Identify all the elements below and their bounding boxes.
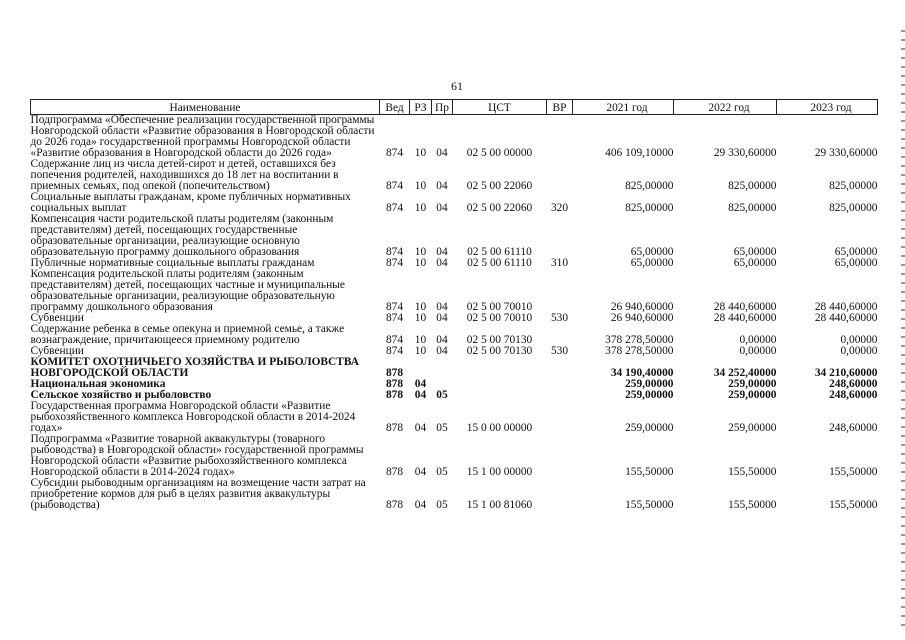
row-cst: 02 5 00 61110 bbox=[467, 246, 532, 258]
row-amount-2021: 65,00000 bbox=[630, 246, 674, 258]
row-amount-2021: 825,00000 bbox=[625, 202, 674, 214]
row-name: Социальные выплаты гражданам, кроме публичных нормативных социальных выплат bbox=[30, 191, 351, 214]
row-ved: 874 bbox=[385, 345, 404, 357]
row-amount-2022: 259,00000 bbox=[728, 422, 777, 434]
row-amount-2021: 825,00000 bbox=[625, 180, 674, 192]
row-rz: 04 bbox=[414, 499, 427, 511]
row-amount-2021: 26 940,60000 bbox=[610, 301, 674, 313]
row-rz: 10 bbox=[414, 301, 427, 313]
row-vr: 530 bbox=[550, 312, 569, 324]
row-amount-2023: 65,00000 bbox=[834, 257, 878, 269]
row-amount-2022: 65,00000 bbox=[733, 257, 777, 269]
row-pr: 05 bbox=[436, 389, 448, 401]
row-ved: 878 bbox=[385, 499, 404, 511]
table-row bbox=[31, 401, 878, 434]
row-pr: 04 bbox=[436, 257, 448, 269]
row-amount-2021: 26 940,60000 bbox=[610, 312, 674, 324]
row-amount-2021: 65,00000 bbox=[630, 257, 674, 269]
row-amount-2021: 259,00000 bbox=[625, 389, 674, 401]
row-vr bbox=[547, 357, 573, 379]
table-header-row bbox=[31, 100, 878, 115]
header-rz: РЗ bbox=[410, 100, 432, 115]
row-amount-2023: 155,50000 bbox=[829, 499, 878, 511]
row-name: Содержание лиц из числа детей-сирот и детей, оставшихся без попечения родителей, находившихся до 18 лет на воспитании в приемных семьях, под опекой (попечительством) bbox=[30, 158, 339, 192]
table-row bbox=[31, 159, 878, 192]
row-vr bbox=[547, 434, 573, 478]
row-amount-2022: 0,00000 bbox=[739, 345, 777, 357]
row-vr bbox=[547, 115, 573, 160]
row-pr: 04 bbox=[436, 301, 448, 313]
row-rz: 10 bbox=[414, 180, 427, 192]
row-ved: 874 bbox=[385, 312, 404, 324]
header-2021: 2021 год bbox=[573, 100, 674, 115]
row-vr bbox=[547, 379, 573, 390]
row-ved: 878 bbox=[385, 466, 404, 478]
row-ved: 874 bbox=[385, 246, 404, 258]
row-rz: 10 bbox=[414, 246, 427, 258]
row-amount-2021: 259,00000 bbox=[625, 378, 674, 390]
header-pr: Пр bbox=[432, 100, 453, 115]
row-amount-2023: 825,00000 bbox=[829, 180, 878, 192]
table-row bbox=[31, 192, 878, 214]
row-amount-2023: 825,00000 bbox=[829, 202, 878, 214]
row-amount-2023: 0,00000 bbox=[840, 345, 878, 357]
row-ved: 874 bbox=[385, 180, 404, 192]
row-amount-2022: 825,00000 bbox=[728, 180, 777, 192]
row-name: Компенсация родительской платы родителям (законным представителям) детей, посещающих частные и муниципальные образовательные организации, реализующие образовательную программу дошкольного образования bbox=[30, 268, 345, 313]
row-amount-2022: 259,00000 bbox=[728, 378, 777, 390]
row-pr: 04 bbox=[436, 202, 448, 214]
row-pr: 05 bbox=[436, 466, 448, 478]
row-amount-2023: 0,00000 bbox=[840, 334, 878, 346]
row-amount-2023: 155,50000 bbox=[829, 466, 878, 478]
row-vr: 320 bbox=[550, 202, 569, 214]
row-rz: 04 bbox=[414, 422, 427, 434]
row-name: Субвенции bbox=[30, 345, 84, 357]
row-name: Содержание ребенка в семье опекуна и приемной семье, а также вознаграждение, причитающееся приемному родителю bbox=[30, 323, 345, 346]
table-row bbox=[31, 269, 878, 313]
row-name: Национальная экономика bbox=[30, 378, 166, 390]
row-pr: 04 bbox=[436, 312, 448, 324]
row-cst: 02 5 00 70010 bbox=[466, 312, 533, 324]
row-name: КОМИТЕТ ОХОТНИЧЬЕГО ХОЗЯЙСТВА И РЫБОЛОВСТВА НОВГОРОДСКОЙ ОБЛАСТИ bbox=[30, 356, 359, 379]
row-amount-2021: 378 278,50000 bbox=[605, 334, 674, 346]
row-pr bbox=[432, 357, 453, 379]
table-row bbox=[31, 434, 878, 478]
row-amount-2022: 259,00000 bbox=[728, 389, 777, 401]
row-pr: 04 bbox=[436, 334, 448, 346]
row-cst: 02 5 00 70010 bbox=[466, 301, 533, 313]
table-row bbox=[31, 357, 878, 379]
header-cst: ЦСТ bbox=[453, 100, 547, 115]
row-name: Сельское хозяйство и рыболовство bbox=[30, 389, 212, 401]
table-row bbox=[31, 324, 878, 346]
row-ved: 874 bbox=[385, 147, 404, 159]
row-rz: 10 bbox=[414, 345, 427, 357]
row-ved: 878 bbox=[385, 389, 404, 401]
row-rz: 10 bbox=[414, 334, 427, 346]
header-2022: 2022 год bbox=[674, 100, 777, 115]
row-rz bbox=[410, 357, 432, 379]
row-ved: 874 bbox=[385, 257, 404, 269]
row-amount-2022: 28 440,60000 bbox=[713, 312, 777, 324]
row-ved: 878 bbox=[385, 422, 404, 434]
row-pr: 05 bbox=[436, 499, 448, 511]
row-pr: 04 bbox=[436, 180, 448, 192]
row-rz: 10 bbox=[414, 312, 427, 324]
row-pr: 04 bbox=[436, 147, 448, 159]
row-pr: 05 bbox=[436, 422, 448, 434]
row-amount-2022: 0,00000 bbox=[739, 334, 777, 346]
row-vr bbox=[547, 478, 573, 511]
row-cst: 02 5 00 70130 bbox=[466, 345, 533, 357]
row-cst: 15 1 00 81060 bbox=[466, 499, 533, 511]
row-name: Компенсация части родительской платы родителям (законным представителям) детей, посещающих государственные образовательные организации, реализующие основную образовательную программу дошкольного образования bbox=[30, 213, 334, 258]
row-vr bbox=[547, 159, 573, 192]
row-vr bbox=[547, 401, 573, 434]
row-ved: 878 bbox=[385, 378, 404, 390]
row-name: Публичные нормативные социальные выплаты гражданам bbox=[30, 257, 315, 269]
row-cst: 15 1 00 00000 bbox=[466, 466, 533, 478]
budget-table bbox=[30, 99, 878, 511]
header-ved: Вед bbox=[380, 100, 410, 115]
page-number: 61 bbox=[451, 79, 463, 93]
header-name: Наименование bbox=[31, 100, 380, 115]
row-amount-2023: 248,60000 bbox=[829, 422, 878, 434]
row-rz: 04 bbox=[414, 378, 427, 390]
row-amount-2022: 34 252,40000 bbox=[713, 367, 777, 379]
row-ved: 874 bbox=[385, 334, 404, 346]
row-cst: 02 5 00 61110 bbox=[467, 257, 532, 269]
header-vr: ВР bbox=[547, 100, 573, 115]
row-pr: 04 bbox=[436, 246, 448, 258]
row-amount-2021: 406 109,10000 bbox=[605, 147, 674, 159]
table-row bbox=[31, 115, 878, 160]
row-cst: 02 5 00 22060 bbox=[466, 202, 533, 214]
row-pr: 04 bbox=[436, 345, 448, 357]
row-rz: 10 bbox=[414, 202, 427, 214]
table-row bbox=[31, 478, 878, 511]
row-amount-2023: 34 210,60000 bbox=[814, 367, 878, 379]
row-ved: 874 bbox=[385, 202, 404, 214]
row-amount-2023: 65,00000 bbox=[834, 246, 878, 258]
row-cst bbox=[453, 390, 547, 401]
row-rz: 04 bbox=[414, 389, 427, 401]
row-amount-2023: 248,60000 bbox=[829, 378, 878, 390]
row-amount-2021: 259,00000 bbox=[625, 422, 674, 434]
row-amount-2022: 29 330,60000 bbox=[713, 147, 777, 159]
row-amount-2023: 28 440,60000 bbox=[814, 312, 878, 324]
row-rz: 10 bbox=[414, 257, 427, 269]
row-name: Подпрограмма «Развитие товарной аквакультуры (товарного рыбоводства) в Новгородской области» государственной программы Новгородской области «Развитие рыбохозяйственного комплекса Новгородской области в 2014-2024 годах» bbox=[30, 433, 364, 478]
row-amount-2023: 29 330,60000 bbox=[814, 147, 878, 159]
row-cst: 02 5 00 00000 bbox=[466, 147, 533, 159]
row-name: Субвенции bbox=[30, 312, 84, 324]
row-vr bbox=[547, 390, 573, 401]
row-cst bbox=[453, 379, 547, 390]
row-amount-2021: 34 190,40000 bbox=[610, 367, 674, 379]
row-ved: 874 bbox=[385, 301, 404, 313]
row-name: Подпрограмма «Обеспечение реализации государственной программы Новгородской области «Развитие образования в Новгородской области до 2026 года» государственной программы Новгородской области «Развитие образования в Новгородской области до 2026 года» bbox=[30, 114, 375, 159]
row-vr bbox=[547, 324, 573, 346]
row-cst: 02 5 00 22060 bbox=[466, 180, 533, 192]
row-amount-2022: 155,50000 bbox=[728, 499, 777, 511]
row-name: Субсидии рыбоводным организациям на возмещение части затрат на приобретение кормов для рыб в целях развития аквакультуры (рыбоводства) bbox=[30, 477, 366, 511]
row-amount-2021: 378 278,50000 bbox=[605, 345, 674, 357]
row-amount-2022: 825,00000 bbox=[728, 202, 777, 214]
row-cst bbox=[453, 357, 547, 379]
row-ved: 878 bbox=[385, 367, 404, 379]
row-name: Государственная программа Новгородской области «Развитие рыбохозяйственного комплекса Новгородской области в 2014-2024 годах» bbox=[30, 400, 356, 434]
row-rz: 10 bbox=[414, 147, 427, 159]
header-2023: 2023 год bbox=[777, 100, 878, 115]
table-row bbox=[31, 214, 878, 258]
row-vr: 310 bbox=[550, 257, 569, 269]
row-cst: 15 0 00 00000 bbox=[466, 422, 533, 434]
row-vr bbox=[547, 214, 573, 258]
row-cst: 02 5 00 70130 bbox=[466, 334, 533, 346]
row-amount-2022: 65,00000 bbox=[733, 246, 777, 258]
row-amount-2022: 155,50000 bbox=[728, 466, 777, 478]
row-amount-2023: 28 440,60000 bbox=[814, 301, 878, 313]
scan-edge-artifact bbox=[901, 30, 905, 630]
row-rz: 04 bbox=[414, 466, 427, 478]
row-amount-2021: 155,50000 bbox=[625, 466, 674, 478]
row-amount-2023: 248,60000 bbox=[829, 389, 878, 401]
row-vr bbox=[547, 269, 573, 313]
row-vr: 530 bbox=[550, 345, 569, 357]
table-body bbox=[31, 115, 878, 512]
row-amount-2021: 155,50000 bbox=[625, 499, 674, 511]
row-amount-2022: 28 440,60000 bbox=[713, 301, 777, 313]
